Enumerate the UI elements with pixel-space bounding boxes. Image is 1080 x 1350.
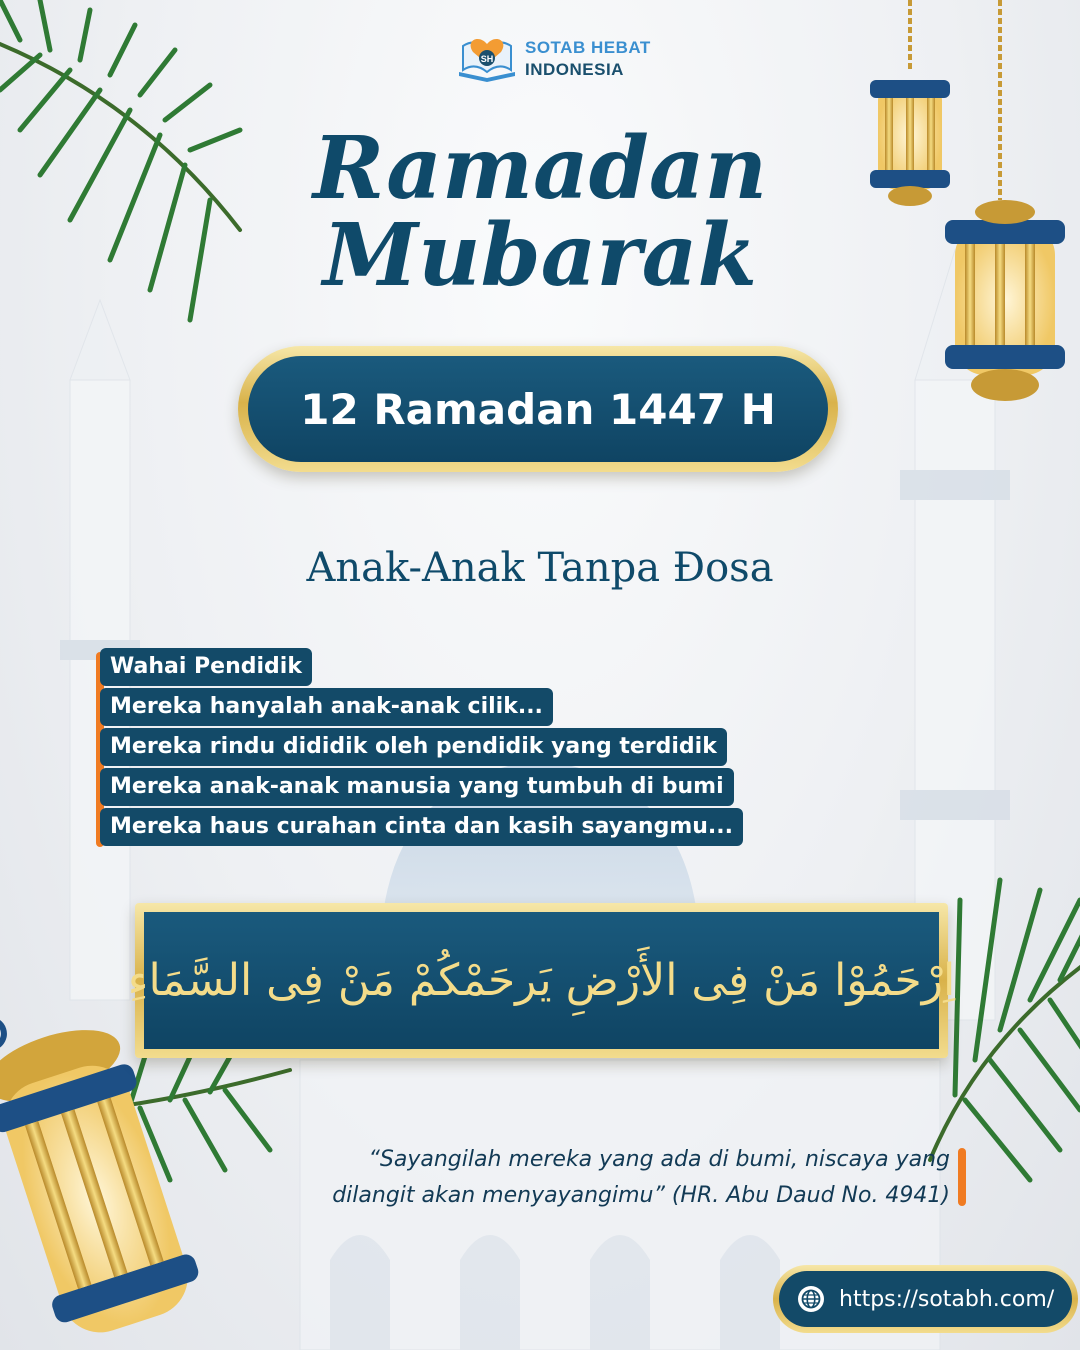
- lantern-hanging-small: [870, 0, 950, 206]
- brand-logo: [455, 30, 651, 90]
- date-badge: [238, 346, 838, 472]
- arabic-banner-inner: [127, 912, 956, 1049]
- poem-line: Mereka hanyalah anak-anak cilik...: [100, 688, 553, 726]
- book-heart-icon: [455, 32, 519, 88]
- logo-line2: INDONESIA: [525, 60, 624, 79]
- poem-line: Mereka anak-anak manusia yang tumbuh di bumi: [100, 768, 734, 806]
- title-mubarak: Mubarak: [322, 205, 758, 306]
- website-url[interactable]: https://sotabh.com/: [839, 1286, 1055, 1312]
- subtitle: Anak-Anak Tanpa Đosa: [306, 545, 774, 591]
- quote-line1: “Sayangilah mereka yang ada di bumi, niscaya yang: [368, 1147, 950, 1172]
- palm-leaf-top-left: [0, 0, 240, 320]
- date-badge-inner: [248, 356, 828, 462]
- lantern-hanging-large: [945, 0, 1065, 401]
- globe-icon: [797, 1285, 825, 1313]
- poem-line: Mereka rindu dididik oleh pendidik yang terdidik: [100, 728, 727, 766]
- hadith-translation: [200, 1142, 950, 1214]
- arabic-banner: [127, 903, 956, 1058]
- poem-line: Mereka haus curahan cinta dan kasih sayangmu...: [100, 808, 743, 846]
- arabic-hadith-text: اِرْحَمُوْا مَنْ فِى الأَرْضِ يَرحَمْكُمْ مَنْ فِى السَّمَاءِ: [127, 955, 956, 1006]
- logo-line1: SOTAB HEBAT: [525, 38, 651, 57]
- quote-line2: dilangit akan menyayangimu” (HR. Abu Daud No. 4941): [332, 1183, 950, 1208]
- date-label: 12 Ramadan 1447 H: [300, 384, 776, 434]
- poem-block: [96, 648, 743, 848]
- quote-accent-bar: [958, 1148, 966, 1206]
- title-ramadan: Ramadan: [312, 118, 768, 219]
- website-badge-inner[interactable]: [779, 1271, 1072, 1327]
- website-badge[interactable]: [773, 1265, 1078, 1333]
- poem-line: Wahai Pendidik: [100, 648, 312, 686]
- logo-mark-letters: SH: [480, 54, 494, 64]
